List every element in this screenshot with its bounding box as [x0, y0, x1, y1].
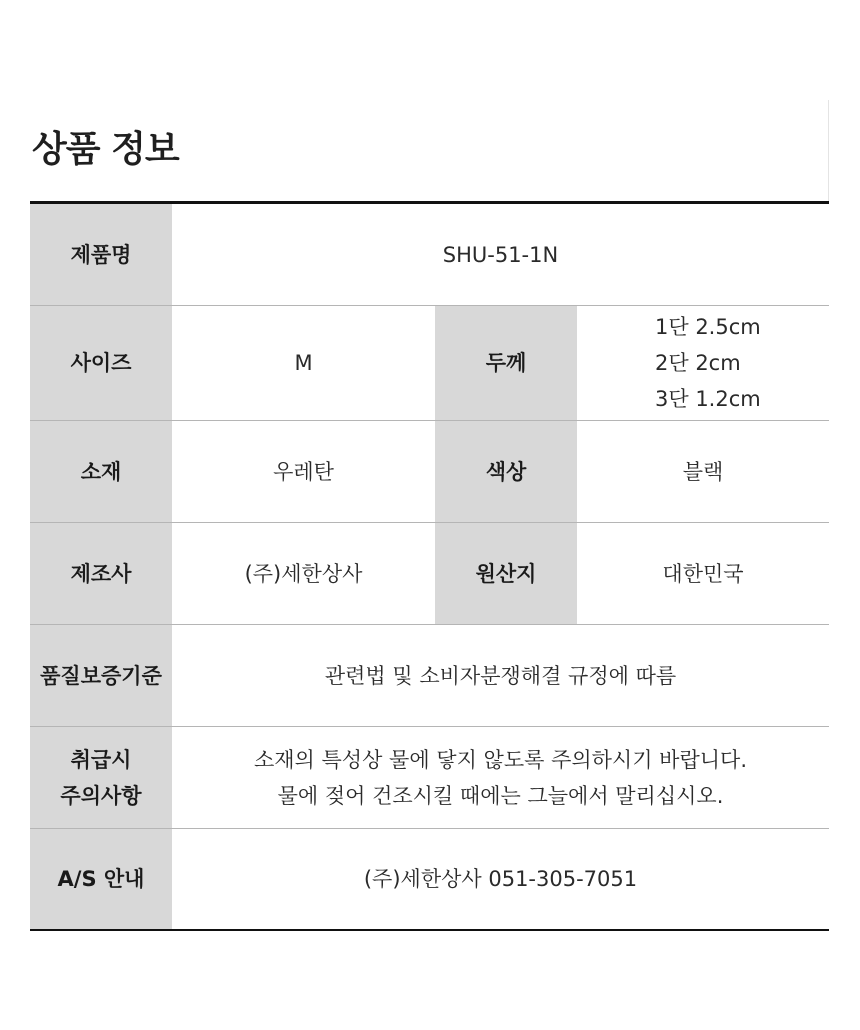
label-manufacturer: 제조사 — [30, 523, 172, 624]
handling-line-2: 물에 젖어 건조시킬 때에는 그늘에서 말리십시오. — [277, 783, 724, 808]
value-size: M — [294, 351, 313, 375]
value-product-name: SHU-51-1N — [442, 242, 559, 267]
label-handling — [30, 727, 172, 828]
thickness-line-2: 2단 2cm — [655, 351, 741, 375]
value-handling — [172, 727, 829, 828]
page-title: 상품 정보 — [32, 129, 179, 170]
row-size-thickness — [30, 306, 829, 421]
row-warranty — [30, 625, 829, 727]
row-product-name — [30, 204, 829, 306]
thickness-line-1: 1단 2.5cm — [655, 315, 761, 339]
value-thickness — [577, 306, 829, 420]
value-color: 블랙 — [682, 459, 724, 484]
label-handling-line-2: 주의사항 — [60, 783, 142, 808]
label-as-info: A/S 안내 — [30, 829, 172, 929]
label-color: 색상 — [435, 421, 577, 522]
value-origin: 대한민국 — [662, 561, 744, 586]
row-handling — [30, 727, 829, 829]
row-manufacturer-origin — [30, 523, 829, 625]
label-handling-line-1: 취급시 — [70, 747, 132, 772]
label-thickness: 두께 — [435, 306, 577, 420]
label-origin: 원산지 — [435, 523, 577, 624]
handling-line-1: 소재의 특성상 물에 닿지 않도록 주의하시기 바랍니다. — [253, 747, 748, 772]
row-as-info — [30, 829, 829, 929]
label-warranty: 품질보증기준 — [30, 625, 172, 726]
label-product-name: 제품명 — [30, 204, 172, 305]
value-warranty: 관련법 및 소비자분쟁해결 규정에 따름 — [324, 663, 677, 688]
label-size: 사이즈 — [30, 306, 172, 420]
product-info-table — [30, 201, 829, 931]
value-manufacturer: (주)세한상사 — [244, 561, 363, 586]
value-material: 우레탄 — [273, 459, 334, 484]
label-material: 소재 — [30, 421, 172, 522]
right-edge-divider — [828, 100, 829, 202]
row-material-color — [30, 421, 829, 523]
value-as-info: (주)세한상사 051-305-7051 — [363, 867, 638, 891]
thickness-line-3: 3단 1.2cm — [655, 387, 761, 411]
